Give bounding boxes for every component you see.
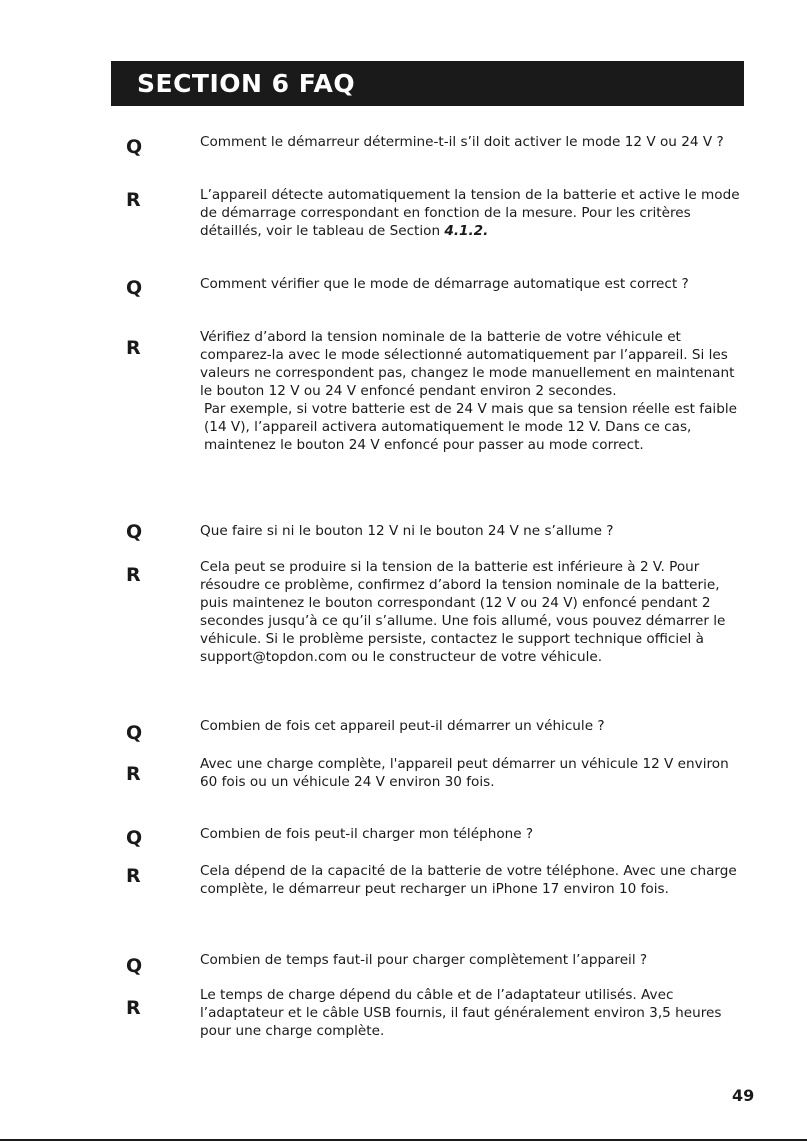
answer-marker: R <box>126 763 141 785</box>
section-reference: 4.1.2. <box>444 223 489 239</box>
question-text: Combien de fois peut-il charger mon téléphone ? <box>200 826 534 842</box>
question-marker: Q <box>126 827 143 849</box>
question-marker: Q <box>126 955 143 977</box>
answer-text: Cela dépend de la capacité de la batterie de votre téléphone. Avec une charge complète, le démarreur peut recharger un iPhone 17 environ 10 fois. <box>200 863 737 897</box>
answer-marker: R <box>126 865 141 887</box>
answer-text <box>200 328 748 454</box>
question-text: Comment vérifier que le mode de démarrage automatique est correct ? <box>200 276 689 292</box>
answer-text: Le temps de charge dépend du câble et de l’adaptateur utilisés. Avec l’adaptateur et le câble USB fournis, il faut généralement environ 3,5 heures pour une charge complète. <box>200 987 722 1039</box>
section-title: SECTION 6 FAQ <box>137 69 356 98</box>
answer-marker: R <box>126 189 141 211</box>
question-marker: Q <box>126 136 143 158</box>
answer-text <box>200 186 748 240</box>
question-text: Combien de fois cet appareil peut-il démarrer un véhicule ? <box>200 718 605 734</box>
question-marker: Q <box>126 521 143 543</box>
answer-example-paragraph: Par exemple, si votre batterie est de 24 V mais que sa tension réelle est faible (14 V), l’appareil activera automatiquement le mode 12 V. Dans ce cas, maintenez le bouton 24 V enfoncé pour passer au mode correct. <box>204 401 737 453</box>
bottom-divider <box>0 1139 807 1141</box>
section-header <box>111 61 744 106</box>
answer-text: Avec une charge complète, l'appareil peut démarrer un véhicule 12 V environ 60 fois ou un véhicule 24 V environ 30 fois. <box>200 756 729 790</box>
answer-marker: R <box>126 564 141 586</box>
answer-marker: R <box>126 997 141 1019</box>
answer-marker: R <box>126 337 141 359</box>
answer-text: Cela peut se produire si la tension de la batterie est inférieure à 2 V. Pour résoudre ce problème, confirmez d’abord la tension nominale de la batterie, puis maintenez le bouton correspondant (12 V ou 24 V) enfoncé pendant 2 secondes jusqu’à ce qu’il s’allume. Une fois allumé, vous pouvez démarrer le véhicule. Si le problème persiste, contactez le support technique officiel à support@topdon.com ou le constructeur de votre véhicule. <box>200 559 726 665</box>
page-number: 49 <box>732 1086 755 1105</box>
question-text: Que faire si ni le bouton 12 V ni le bouton 24 V ne s’allume ? <box>200 523 614 539</box>
question-marker: Q <box>126 277 143 299</box>
question-text: Comment le démarreur détermine-t-il s’il doit activer le mode 12 V ou 24 V ? <box>200 134 724 150</box>
answer-paragraph: Vérifiez d’abord la tension nominale de la batterie de votre véhicule et comparez-la avec le mode sélectionné automatiquement par l’appareil. Si les valeurs ne correspondent pas, changez le mode manuellement en maintenant le bouton 12 V ou 24 V enfoncé pendant environ 2 secondes. <box>200 329 735 399</box>
question-text: Combien de temps faut-il pour charger complètement l’appareil ? <box>200 952 648 968</box>
question-marker: Q <box>126 722 143 744</box>
answer-text-main: L’appareil détecte automatiquement la tension de la batterie et active le mode de démarrage correspondant en fonction de la mesure. Pour les critères détaillés, voir le tableau de Section <box>200 187 740 239</box>
